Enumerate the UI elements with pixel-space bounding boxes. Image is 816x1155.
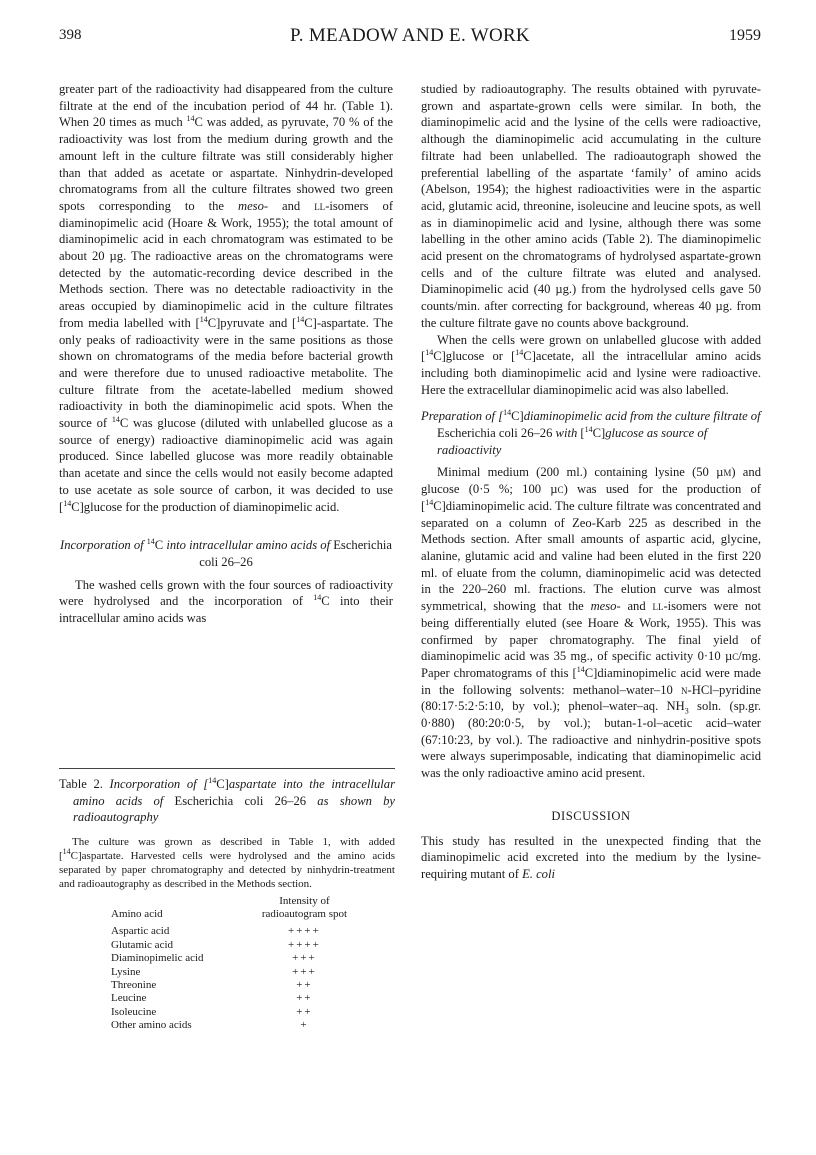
table-row: Isoleucine ++ [111,1005,313,1018]
table-divider-rule [59,768,395,769]
body-paragraph: greater part of the radioactivity had disappeared from the culture filtrate at the end of the incubation period of 44 hr. (Table 1). When 20 times as much $^{14}$C was added, as pyruvate, 70 % of the radioactivity was lost from the medium during growth and the amount left in the culture filtrate was still considerably higher than that added as acetate or aspartate. Ninhydrin-developed chromatograms from all the culture filtrates showed two green spots corresponding to the meso- and ll-isomers of diaminopimelic acid (Hoare & Work, 1955); the total amount of diaminopimelic acid in each chromatogram was estimated to be about 20 µg. The radioactive areas on the chromatograms were detected by the automatic-recording device described in the Methods section. There was no detectable radioactivity in the areas occupied by diaminopimelic acid in the culture filtrates from media labelled with [$^{14}$C]pyruvate and [$^{14}$C]-aspartate. The only peaks of radioactivity were in the same positions as those shown on chromatograms of the media before bacterial growth and were therefore due to unused radioactive metabolite. The culture filtrate from the acetate-labelled medium showed radioactivity in both the diaminopimelic acid spots. When the source of $^{14}$C was glucose (diluted with unlabelled glucose as a source of energy) radioactive diaminopimelic acid was again produced. Since labelled glucose was more readily obtainable than acetate and since the cells would not easily become adapted to use acetate as sole source of carbon, it was decided to use [$^{14}$C]glucose for the production of diaminopimelic acid. [59,82,394,514]
body-paragraph: The washed cells grown with the four sources of radioactivity were hydrolysed and the incorporation of $^{14}$C into their intracellular amino acids was [59,577,393,626]
table-2 [59,776,395,1033]
body-paragraph: This study has resulted in the unexpected finding that the diaminopimelic acid excreted into the medium by the lysine-requiring mutant of E. coli [421,833,761,881]
column-header-amino-acid: Amino acid [111,908,163,921]
body-paragraph: When the cells were grown on unlabelled glucose with added [$^{14}$C]glucose or [$^{14}$C]acetate, all the intracellular amino acids including both diaminopimelic acid and lysine were radioactive. Here the extracellular diaminopimelic acid was also labelled. [421,332,762,397]
section-subheading-incorporation: Incorporation of $^{14}$C into intracellular amino acids of Escherichia coli 26–26 [60,537,392,569]
table-row: Threonine ++ [111,978,313,991]
table-row: Aspartic acid ++++ [111,925,321,938]
table-row: Other amino acids + [111,1019,309,1032]
journal-year: 1959 [729,27,761,44]
table-caption: Table 2. Incorporation of [$^{14}$C]aspartate into the intracellular amino acids of Escherichia coli 26–26 as shown by radioautography [59,776,395,824]
section-subheading-preparation: Preparation of [$^{14}$C]diaminopimelic acid from the culture filtrate of Escherichia coli 26–26 with [$^{14}$C]glucose as source of radioactivity [421,408,761,457]
body-paragraph: studied by radioautography. The results obtained with pyruvate-grown and aspartate-grown cells were similar. In both, the diaminopimelic acid and the lysine of the cells were radioactive, although the diaminopimelic acid accumulating in the culture filtrate had been unlabelled. The radioautograph showed the preferential labelling of the aspartate ‘family’ of amino acids (Abelson, 1954); the highest radioactivities were in the aspartic acid, glutamic acid, threonine, isoleucine and leucine spots, as well as in diaminopimelic acid and lysine, although there was some labelling in the other amino acids (Table 2). The diaminopimelic acid present on the chromatograms of hydrolysed aspartate-grown cells and of the culture filtrate was eluted and analysed. Diaminopimelic acid (40 µg.) from the hydrolysed cells gave 50 counts/min. after correcting for background, whereas 40 µg. from the culture filtrate gave no counts above background. [421,82,761,330]
table-row: Lysine +++ [111,965,317,978]
right-column [421,81,761,883]
left-column [59,81,393,627]
body-paragraph: Minimal medium (200 ml.) containing lysine (50 µm) and glucose (0·5 %; 100 µc) was used for the production of [$^{14}$C]diaminopimelic acid. The culture filtrate was concentrated and separated on a column of Zeo-Karb 225 as described in the Methods section. After small amounts of aspartic acid, glycine, alanine, glutamic acid and valine had been eluted in the first 220 ml. of eluate from the column, diaminopimelic acid was detected in the 220–260 ml. fractions. The elution curve was almost symmetrical, showing that the meso- and ll-isomers were not being differentially eluted (see Hoare & Work, 1955). This was confirmed by paper chromatography. The final yield of diaminopimelic acid was 35 mg., of specific activity 0·10 µc/mg. Paper chromatograms of this [$^{14}$C]diaminopimelic acid were made in the following solvents: methanol–water–10 n-HCl–pyridine (80:17·5:2·5:10, by vol.); phenol–water–aq. $NH_3$ soln. (sp.gr. 0·880) (80:20:0·5, by vol.); butan-1-ol–acetic acid–water (67:10:23, by vol.). The radioactive and ninhydrin-positive spots were always superimposable, indicating that diaminopimelic acid was the only radioactive amino acid present. [421,465,761,781]
column-header-intensity: Intensity of radioautogram spot [261,895,348,921]
section-heading-discussion: DISCUSSION [551,808,631,823]
table-row: Diaminopimelic acid +++ [111,952,317,965]
table-note: The culture was grown as described in Table 1, with added [$^{14}$C]aspartate. Harvested cells were hydrolysed and the amino acids separated by paper chromatography and detected by ninhydrin-treatment and radioautography as described in the Methods section. [59,835,395,891]
table-row: Glutamic acid ++++ [111,938,321,951]
running-title-authors: P. MEADOW AND E. WORK [290,25,530,46]
amino-acid-table [59,895,395,1032]
table-row: Leucine ++ [111,992,313,1005]
page-number: 398 [59,27,82,43]
running-header [59,23,761,53]
